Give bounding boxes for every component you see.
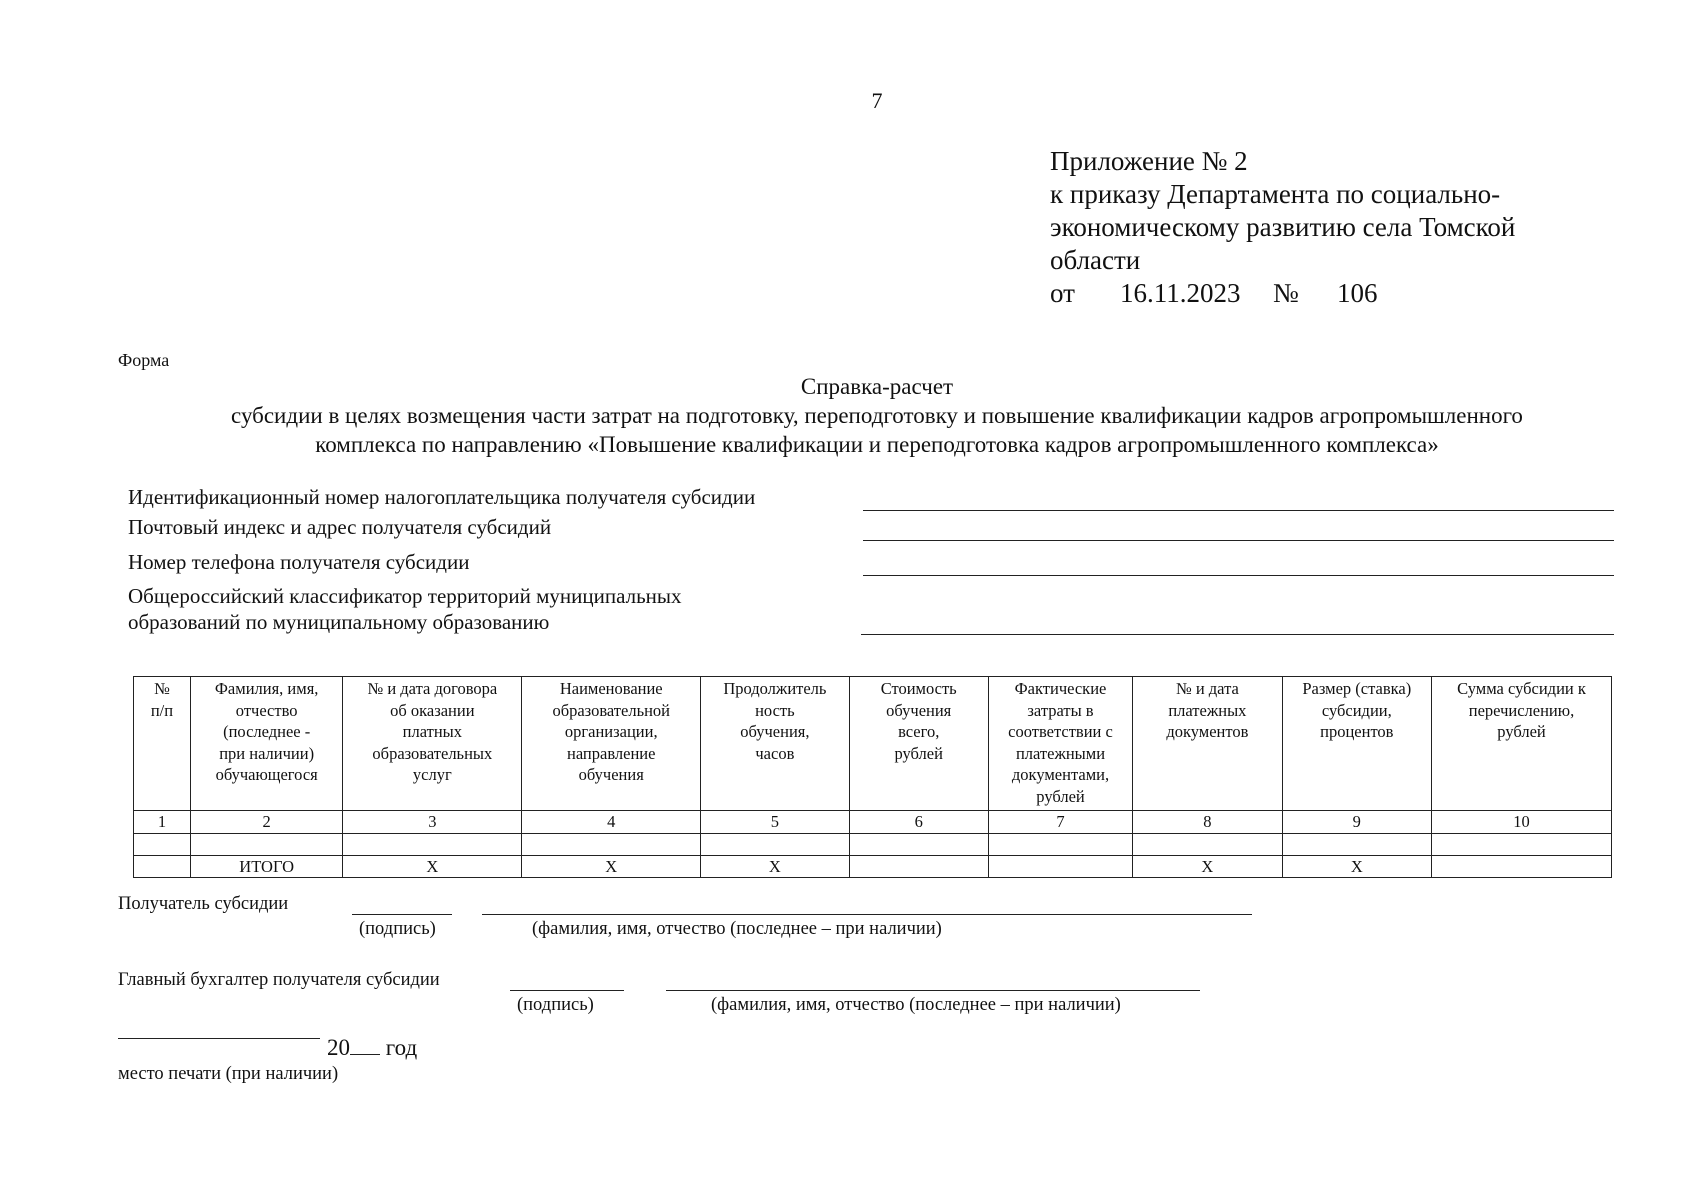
table-cell: 6 <box>849 811 988 834</box>
table-cell[interactable] <box>849 833 988 855</box>
recipient-signature-line[interactable] <box>352 914 452 915</box>
table-cell: X <box>1133 855 1282 878</box>
field-label-phone: Номер телефона получателя субсидии <box>128 550 470 574</box>
header-col-9: Размер (ставка) субсидии, процентов <box>1282 677 1431 811</box>
table-cell: 2 <box>190 811 342 834</box>
header-col-7: Фактические затраты в соответствии с платежными документами, рублей <box>988 677 1132 811</box>
total-label: ИТОГО <box>190 855 342 878</box>
accountant-name-line[interactable] <box>666 990 1200 991</box>
accountant-label: Главный бухгалтер получателя субсидии <box>118 970 440 990</box>
annex-line-3: экономическому развитию села Томской <box>1050 212 1516 242</box>
form-label: Форма <box>118 350 170 370</box>
annex-date: 16.11.2023 <box>1120 278 1241 308</box>
year-suffix: год <box>385 1035 418 1060</box>
table-cell: X <box>1282 855 1431 878</box>
calculation-table <box>133 676 1612 878</box>
table-cell: X <box>343 855 522 878</box>
recipient-name-caption: (фамилия, имя, отчество (последнее – при наличии) <box>532 919 942 939</box>
document-title <box>0 372 1698 459</box>
field-label-oktmo-2: образований по муниципальному образованию <box>128 610 550 634</box>
table-cell: 3 <box>343 811 522 834</box>
header-col-4: Наименование образовательной организации, направление обучения <box>522 677 701 811</box>
table-cell[interactable] <box>1432 833 1612 855</box>
annex-line-4: области <box>1050 245 1141 275</box>
field-line-oktmo[interactable] <box>861 634 1614 635</box>
table-cell: 5 <box>701 811 849 834</box>
field-line-inn[interactable] <box>863 510 1614 511</box>
header-col-1: № п/п <box>134 677 191 811</box>
header-col-6: Стоимость обучения всего, рублей <box>849 677 988 811</box>
table-cell: 1 <box>134 811 191 834</box>
table-cell[interactable] <box>522 833 701 855</box>
table-cell[interactable] <box>701 833 849 855</box>
table-cell[interactable] <box>1282 833 1431 855</box>
recipient-name-line[interactable] <box>482 914 1252 915</box>
title-line-1: Справка-расчет <box>800 374 954 399</box>
page-number: 7 <box>871 88 883 113</box>
table-cell: X <box>701 855 849 878</box>
field-label-oktmo-1: Общероссийский классификатор территорий муниципальных <box>128 584 682 608</box>
date-blank-line[interactable] <box>118 1038 320 1039</box>
title-line-3: комплекса по направлению «Повышение квалификации и переподготовка кадров агропромышленного комплекса» <box>315 432 1439 457</box>
header-col-10: Сумма субсидии к перечислению, рублей <box>1432 677 1612 811</box>
table-cell[interactable] <box>134 833 191 855</box>
annex-number: 106 <box>1337 278 1378 308</box>
table-cell[interactable] <box>988 855 1132 878</box>
annex-date-line <box>1050 277 1515 310</box>
year-prefix: 20 <box>327 1035 350 1060</box>
table-cell: 10 <box>1432 811 1612 834</box>
accountant-signature-caption: (подпись) <box>517 995 594 1015</box>
field-label-address: Почтовый индекс и адрес получателя субсидий <box>128 515 552 539</box>
table-row-numbers <box>134 811 1612 834</box>
accountant-name-caption: (фамилия, имя, отчество (последнее – при наличии) <box>711 995 1121 1015</box>
header-col-3: № и дата договора об оказании платных образовательных услуг <box>343 677 522 811</box>
annex-line-2: к приказу Департамента по социально- <box>1050 179 1501 209</box>
field-line-phone[interactable] <box>863 575 1614 576</box>
table-cell: X <box>522 855 701 878</box>
year-blank[interactable] <box>350 1034 380 1055</box>
year-line <box>327 1034 417 1061</box>
annex-date-prefix: от <box>1050 278 1075 308</box>
title-line-2: субсидии в целях возмещения части затрат на подготовку, переподготовку и повышение квалификации кадров агропромышленного <box>231 403 1523 428</box>
recipient-label: Получатель субсидии <box>118 894 289 914</box>
header-col-8: № и дата платежных документов <box>1133 677 1282 811</box>
table-cell[interactable] <box>1133 833 1282 855</box>
annex-block <box>1050 145 1515 310</box>
stamp-label: место печати (при наличии) <box>118 1064 339 1084</box>
table-cell: 9 <box>1282 811 1431 834</box>
table-cell[interactable] <box>190 833 342 855</box>
table-cell: 7 <box>988 811 1132 834</box>
table-cell <box>134 855 191 878</box>
field-line-address[interactable] <box>863 540 1614 541</box>
field-label-inn: Идентификационный номер налогоплательщика получателя субсидии <box>128 485 756 509</box>
header-col-2: Фамилия, имя, отчество (последнее - при наличии) обучающегося <box>190 677 342 811</box>
table-row-empty <box>134 833 1612 855</box>
table-cell: 8 <box>1133 811 1282 834</box>
accountant-signature-line[interactable] <box>510 990 624 991</box>
annex-number-sign: № <box>1273 278 1299 308</box>
header-col-5: Продолжитель ность обучения, часов <box>701 677 849 811</box>
table-cell[interactable] <box>1432 855 1612 878</box>
table-row-total <box>134 855 1612 878</box>
table-cell[interactable] <box>343 833 522 855</box>
table-cell[interactable] <box>988 833 1132 855</box>
recipient-signature-caption: (подпись) <box>359 919 436 939</box>
table-cell[interactable] <box>849 855 988 878</box>
table-cell: 4 <box>522 811 701 834</box>
table-header-row <box>134 677 1612 811</box>
annex-line-1: Приложение № 2 <box>1050 146 1248 176</box>
